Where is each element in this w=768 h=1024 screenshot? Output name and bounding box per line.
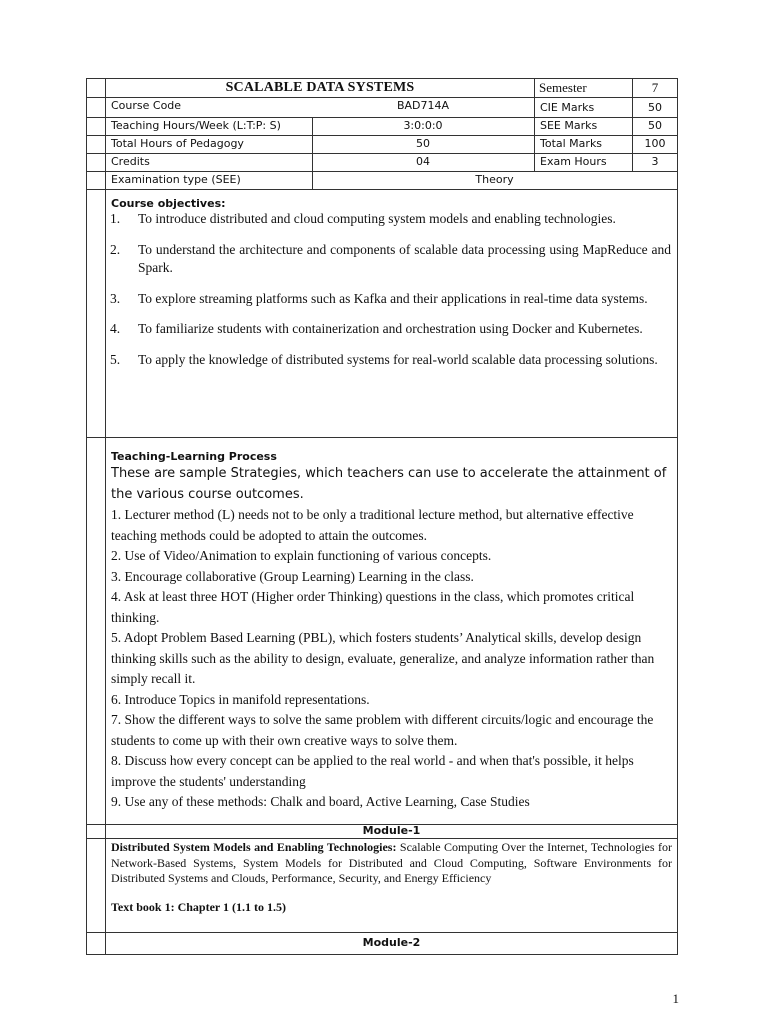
teaching-hours-label: Teaching Hours/Week (L:T:P: S) (111, 119, 281, 132)
module1-title: Module-1 (362, 824, 421, 837)
teaching-item: 1. Lecturer method (L) needs not to be only a traditional lecture method, but alternative effective teaching methods could be adopted to attain the outcomes. (111, 507, 634, 543)
cie-marks-label: CIE Marks (540, 101, 595, 114)
exam-type-value: Theory (475, 173, 514, 186)
objectives-list (110, 210, 671, 381)
objectives-heading: Course objectives: (111, 197, 226, 210)
teaching-item: 6. Introduce Topics in manifold representations. (111, 691, 370, 707)
course-title: SCALABLE DATA SYSTEMS (225, 80, 415, 95)
objective-item: 4. To familiarize students with containerization and orchestration using Docker and Kubernetes. (110, 321, 643, 336)
teaching-list (111, 505, 669, 813)
course-code-label: Course Code (111, 99, 182, 112)
exam-hours-value: 3 (651, 155, 659, 168)
semester-value: 7 (651, 80, 659, 95)
exam-hours-label: Exam Hours (540, 155, 607, 168)
see-marks-label: SEE Marks (540, 119, 598, 132)
objective-item: 2. To understand the architecture and components of scalable data processing using MapReduce and Spark. (110, 241, 671, 275)
course-code-value: BAD714A (396, 99, 450, 112)
objective-item: 1. To introduce distributed and cloud computing system models and enabling technologies. (110, 211, 616, 226)
teaching-item: 7. Show the different ways to solve the same problem with different circuits/logic and encourage the students to come up with their own creative ways to solve them. (111, 712, 654, 748)
exam-type-label: Examination type (SEE) (111, 173, 241, 186)
credits-value: 04 (416, 155, 430, 168)
total-marks-value: 100 (644, 137, 666, 150)
teaching-item: 5. Adopt Problem Based Learning (PBL), which fosters students’ Analytical skills, develop design thinking skills such as the ability to design, evaluate, generalize, and analyze information rather than simply recall it. (111, 630, 655, 686)
total-hours-label: Total Hours of Pedagogy (111, 137, 244, 150)
teaching-hours-value: 3:0:0:0 (403, 119, 443, 132)
teaching-item: 4. Ask at least three HOT (Higher order Thinking) questions in the class, which promotes critical thinking. (111, 589, 635, 625)
cie-marks-value: 50 (648, 101, 662, 114)
page-number: 1 (672, 991, 679, 1006)
objective-item: 5. To apply the knowledge of distributed systems for real-world scalable data processing solutions. (110, 351, 658, 367)
objective-item: 3. To explore streaming platforms such as Kafka and their applications in real-time data systems. (110, 290, 648, 306)
total-hours-value: 50 (416, 137, 430, 150)
module1-topics (111, 840, 672, 887)
module1-textbook: Text book 1: Chapter 1 (1.1 to 1.5) (111, 900, 287, 914)
module1-topic-text: Scalable Computing Over the Internet, Technologies for Network-Based Systems, System Models for Distributed and Cloud Computing, Software Environments for Distributed Systems and Clouds, Performance, Security, and Energy Efficiency (111, 840, 672, 885)
teaching-item: 2. Use of Video/Animation to explain functioning of various concepts. (111, 548, 492, 563)
teaching-item: 3. Encourage collaborative (Group Learning) Learning in the class. (111, 568, 474, 584)
module2-title: Module-2 (362, 936, 421, 949)
total-marks-label: Total Marks (540, 137, 603, 150)
semester-label: Semester (539, 80, 587, 95)
teaching-heading: Teaching-Learning Process (111, 450, 277, 463)
module1-topic-bold: Distributed System Models and Enabling Technologies: (111, 840, 397, 854)
credits-label: Credits (111, 155, 150, 168)
teaching-item: 9. Use any of these methods: Chalk and board, Active Learning, Case Studies (111, 794, 530, 809)
teaching-intro: These are sample Strategies, which teachers can use to accelerate the attainment of the various course outcomes. (111, 466, 667, 502)
teaching-item: 8. Discuss how every concept can be applied to the real world - and when that's possible, it helps improve the students' understanding (111, 753, 634, 789)
see-marks-value: 50 (648, 119, 662, 132)
